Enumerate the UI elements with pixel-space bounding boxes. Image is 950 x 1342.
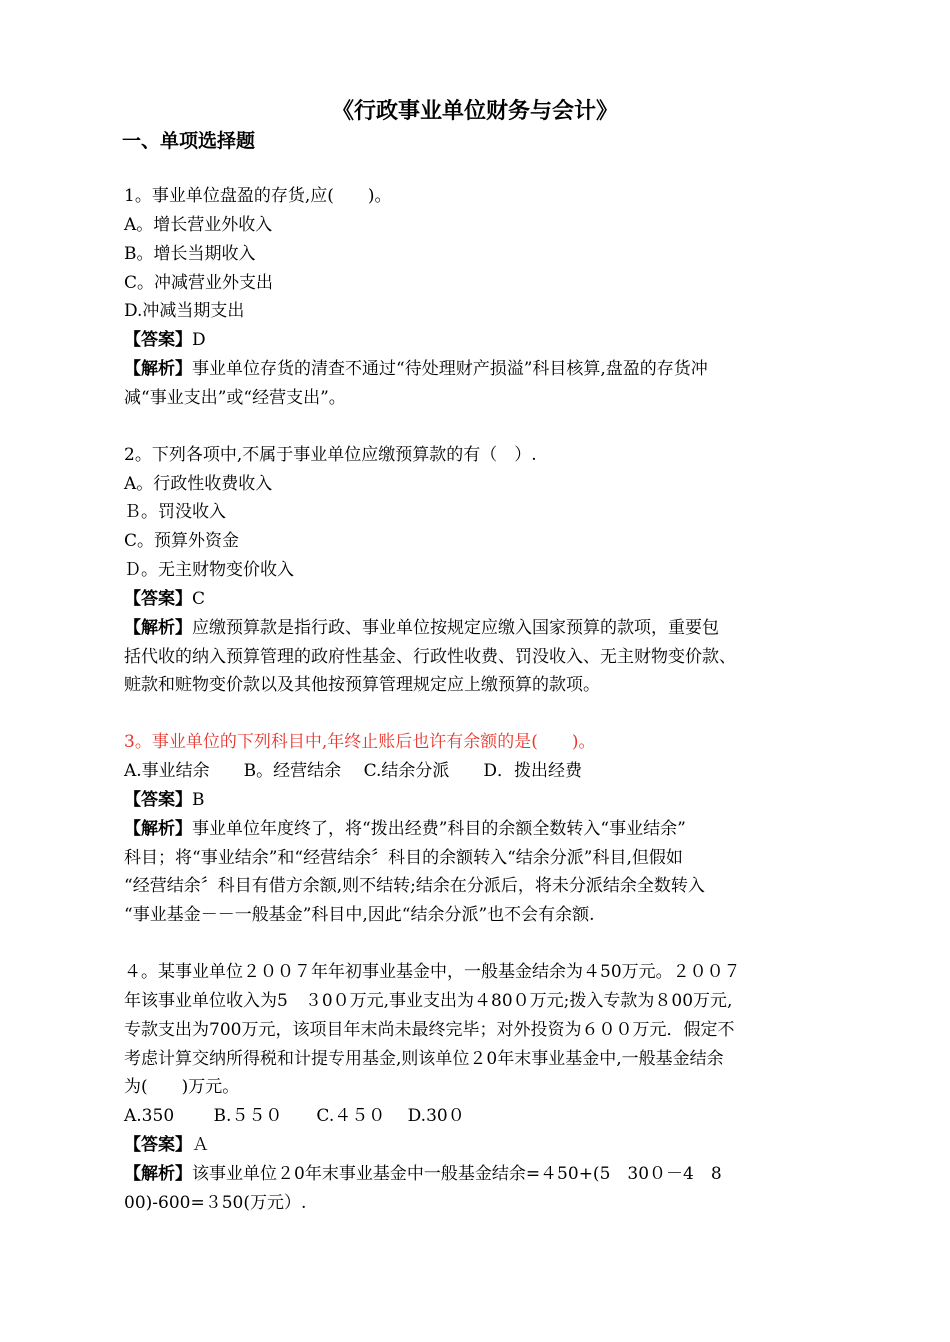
answer-value: B [192,790,205,810]
question-2-option-a: A。行政性收费收入 [124,474,273,494]
question-4-analysis-line-2: 00)-600=３50(万元）. [124,1193,307,1213]
answer-tag: 【答案】 [124,330,192,350]
question-2-option-d: Ｄ。无主财物变价收入 [124,560,294,580]
analysis-text: 事业单位存货的清查不通过“待处理财产损溢”科目核算,盘盈的存货冲 [192,359,708,379]
question-1-option-d: D.冲减当期支出 [124,301,245,321]
question-2-analysis-line-1 [124,614,840,643]
analysis-text: 该事业单位２0年末事业基金中一般基金结余=４50+(5 30０－4 8 [192,1164,722,1184]
question-1-analysis-line-1 [124,355,840,384]
answer-value: D [192,330,206,350]
question-3-analysis-line-2: 科目；将“事业结余”和“经营结余〞科目的余额转入“结余分派”科目,但假如 [124,848,683,868]
question-1-answer [124,326,840,355]
question-4-stem-line-4: 考虑计算交纳所得税和计提专用基金,则该单位２0年末事业基金中,一般基金结余 [124,1049,724,1069]
answer-tag: 【答案】 [124,589,192,609]
question-3-analysis-line-1 [124,815,840,844]
question-2-analysis-line-3: 赃款和赃物变价款以及其他按预算管理规定应上缴预算的款项。 [124,675,600,695]
analysis-tag: 【解析】 [124,819,192,839]
question-1-analysis-line-2: 减“事业支出”或“经营支出”。 [124,388,346,408]
answer-tag: 【答案】 [124,1135,192,1155]
question-2-option-c: C。预算外资金 [124,531,240,551]
question-3-options: A.事业结余 B。经营结余 C.结余分派 D．拨出经费 [124,761,583,781]
answer-value: C [192,589,206,609]
document-title: 《行政事业单位财务与会计》 [331,99,618,124]
question-4-stem-line-3: 专款支出为700万元，该项目年末尚未最终完毕；对外投资为６００万元．假定不 [124,1020,735,1040]
answer-tag: 【答案】 [124,790,192,810]
question-4-stem-line-2: 年该事业单位收入为5 ３0０万元,事业支出为４80０万元;拨入专款为８00万元, [124,991,733,1011]
question-4-analysis-line-1 [124,1160,840,1189]
answer-value: Ａ [192,1135,209,1155]
analysis-text: 事业单位年度终了，将“拨出经费”科目的余额全数转入“事业结余” [192,819,686,839]
section-heading: 一、单项选择题 [122,130,256,152]
analysis-tag: 【解析】 [124,1164,192,1184]
question-1-option-b: B。增长当期收入 [124,244,256,264]
question-3-analysis-line-4: “事业基金－－一般基金”科目中,因此“结余分派”也不会有余额. [124,905,595,925]
question-1-option-c: C。冲减营业外支出 [124,273,274,293]
analysis-tag: 【解析】 [124,359,192,379]
question-2-answer [124,585,840,614]
question-2-analysis-line-2: 括代收的纳入预算管理的政府性基金、行政性收费、罚没收入、无主财物变价款、 [124,647,736,667]
question-4-stem-line-1: ４。某事业单位２００７年年初事业基金中，一般基金结余为４50万元。２００７ [124,962,741,982]
question-3-analysis-line-3: “经营结余〞科目有借方余额,则不结转;结余在分派后，将未分派结余全数转入 [124,876,705,896]
question-1-stem: 1。事业单位盘盈的存货,应( )。 [124,186,392,206]
question-3-stem: 3。事业单位的下列科目中,年终止账后也许有余额的是( )。 [124,732,596,752]
analysis-tag: 【解析】 [124,618,192,638]
question-4-stem-line-5: 为( )万元。 [124,1077,240,1097]
question-1-option-a: A。增长营业外收入 [124,215,273,235]
question-2-stem: 2。下列各项中,不属于事业单位应缴预算款的有（ ）. [124,445,537,465]
question-4-answer [124,1131,840,1160]
question-2-option-b: Ｂ。罚没收入 [124,502,226,522]
question-4-options: A.350 B.５５０ C.４５０ D.30０ [124,1106,465,1126]
question-3-answer [124,786,840,815]
analysis-text: 应缴预算款是指行政、事业单位按规定应缴入国家预算的款项，重要包 [192,618,719,638]
